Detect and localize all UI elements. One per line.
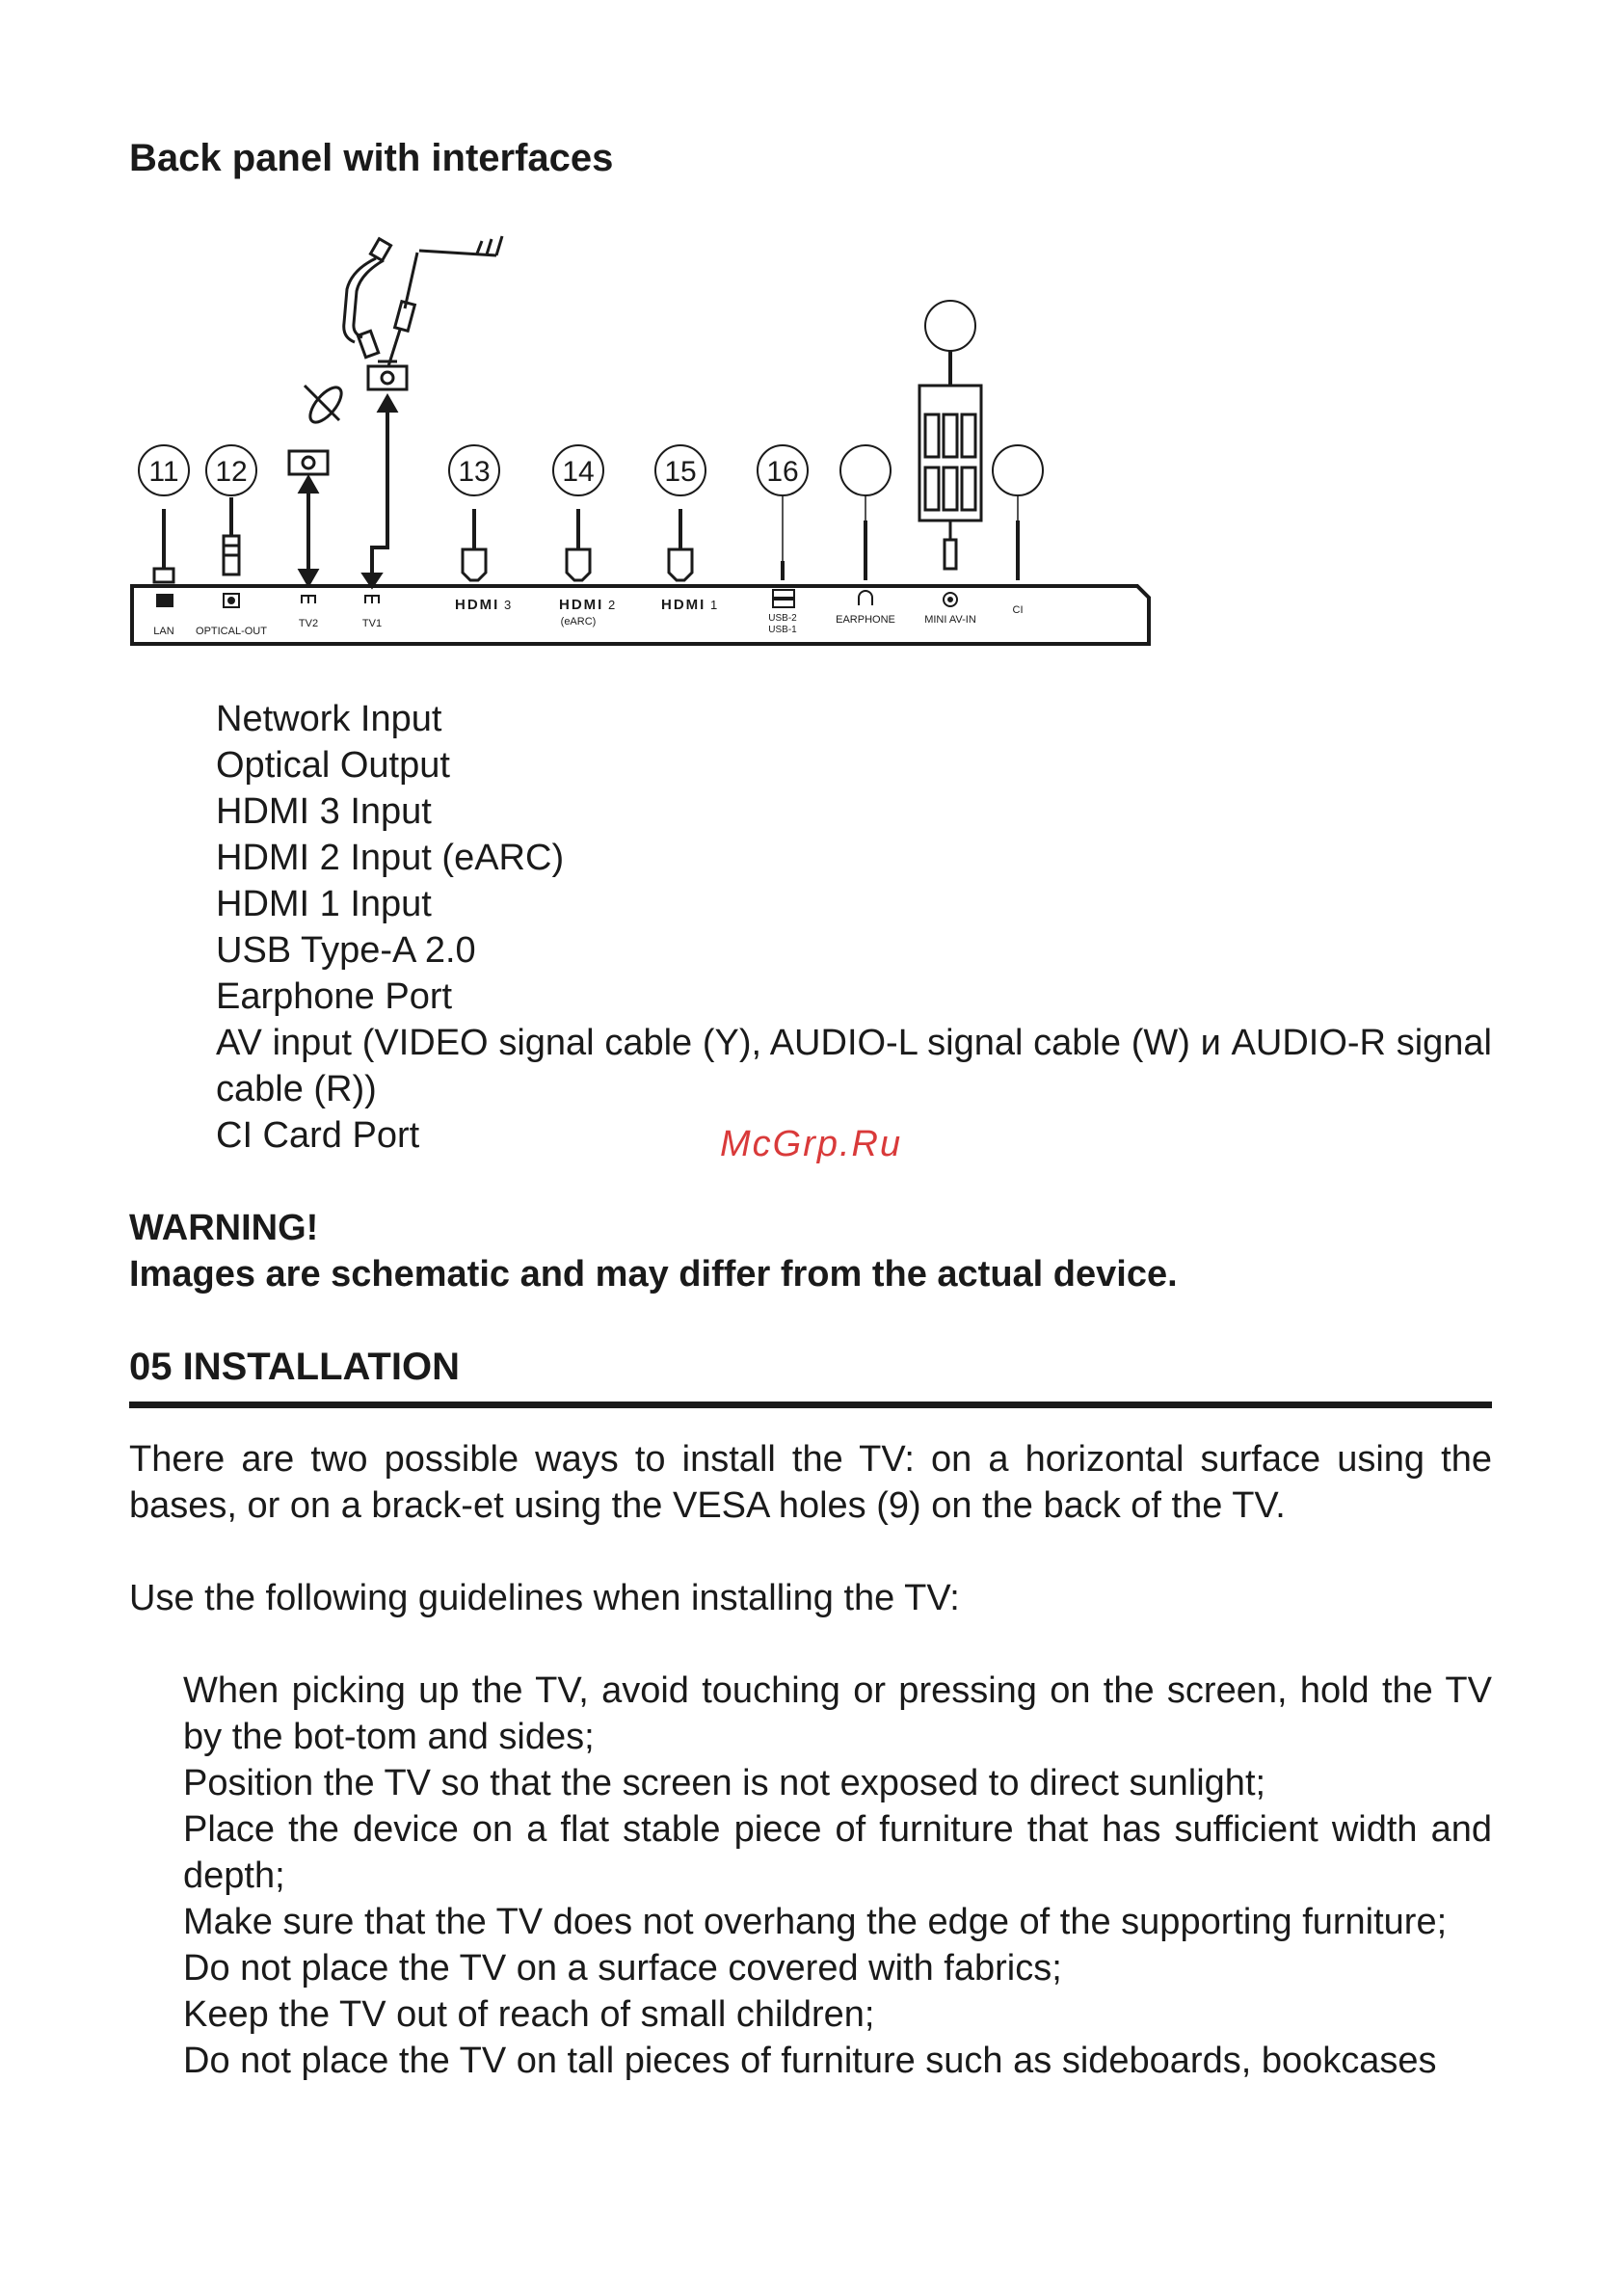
label-hdmi2-number: 2 [608, 598, 616, 612]
coax-cable-icon [344, 239, 391, 358]
callout-11 [139, 445, 189, 495]
tv2-socket-icon [289, 451, 328, 474]
label-optical-out: OPTICAL-OUT [196, 626, 267, 637]
label-hdmi3-logo: HDMI [455, 597, 500, 613]
watermark: McGrp.Ru [720, 1124, 903, 1164]
label-usb1: USB-1 [768, 625, 797, 635]
label-hdmi3-number: 3 [504, 598, 512, 612]
hdmi3-plug-icon [463, 549, 486, 580]
tv1-antenna-socket-icon [368, 361, 407, 389]
callout-14 [553, 445, 603, 495]
lan-port-icon [156, 594, 173, 607]
back-panel-diagram [116, 231, 1176, 655]
tv2-arrow [301, 478, 316, 584]
list-item: CI Card Port [216, 1115, 420, 1156]
list-item: AV input (VIDEO signal cable (Y), AUDIO-L signal cable (W) и AUDIO-R signal cable (R)) [216, 1023, 1492, 1109]
label-earphone: EARPHONE [836, 614, 895, 626]
list-item: USB Type-A 2.0 [216, 930, 476, 971]
label-hdmi1-logo: HDMI [661, 597, 706, 613]
callout-12 [206, 445, 256, 495]
satellite-dish-icon [305, 383, 347, 428]
installation-intro: There are two possible ways to install the TV: on a horizontal surface using the bases, or on a brack-et using the VESA holes (9) on the back of the TV. [129, 1439, 1492, 1526]
label-lan: LAN [153, 626, 174, 637]
svg-text:13: 13 [458, 456, 491, 488]
label-hdmi2-earc: (eARC) [560, 616, 597, 627]
svg-text:16: 16 [766, 456, 799, 488]
warning-heading: WARNING! [129, 1208, 319, 1248]
list-item: Place the device on a flat stable piece of furniture that has sufficient width and depth; [183, 1809, 1492, 1896]
list-item: Network Input [216, 699, 442, 739]
callout-av-empty [925, 301, 975, 351]
svg-text:11: 11 [148, 456, 179, 488]
optical-plug-icon [224, 536, 239, 574]
callout-13 [449, 445, 499, 495]
list-item: HDMI 2 Input (eARC) [216, 838, 565, 878]
guidelines-list [183, 1668, 1492, 2084]
list-item: Position the TV so that the screen is not exposed to direct sunlight; [183, 1763, 1266, 1803]
lan-plug-icon [154, 569, 173, 582]
list-item: When picking up the TV, avoid touching or pressing on the screen, hold the TV by the bot-tom and sides; [183, 1670, 1492, 1757]
section-divider [129, 1402, 1492, 1408]
list-item: Do not place the TV on a surface covered with fabrics; [183, 1948, 1062, 1989]
label-hdmi1-number: 1 [710, 598, 718, 612]
callout-15 [655, 445, 706, 495]
callout-16 [758, 445, 808, 495]
list-item: Make sure that the TV does not overhang the edge of the supporting furniture; [183, 1902, 1448, 1942]
port-description-list [216, 696, 1492, 1159]
label-ci: CI [1012, 604, 1024, 616]
list-item: Do not place the TV on tall pieces of furniture such as sideboards, bookcases [183, 2041, 1437, 2081]
list-item: HDMI 1 Input [216, 884, 432, 924]
label-tv2: TV2 [298, 618, 319, 629]
list-item: Keep the TV out of reach of small children; [183, 1994, 875, 2035]
callout-earphone-empty [840, 445, 891, 495]
list-item: HDMI 3 Input [216, 791, 432, 832]
page-title: Back panel with interfaces [129, 137, 614, 179]
guidelines-lead: Use the following guidelines when installing the TV: [129, 1578, 960, 1618]
hdmi2-plug-icon [567, 549, 590, 580]
panel-outline [132, 586, 1149, 644]
svg-text:15: 15 [664, 456, 697, 488]
tv1-arrow [364, 397, 395, 586]
av-cable-bundle-icon [919, 386, 981, 569]
label-tv1: TV1 [361, 618, 383, 629]
label-hdmi2-logo: HDMI [559, 597, 604, 613]
label-usb2: USB-2 [768, 613, 797, 624]
warning-text: Images are schematic and may differ from the actual device. [129, 1254, 1178, 1295]
hdmi1-plug-icon [669, 549, 692, 580]
antenna-icon [388, 236, 502, 366]
warning-block [129, 1205, 1178, 1297]
callout-ci-empty [993, 445, 1043, 495]
label-mini-av-in: MINI AV-IN [924, 614, 976, 626]
svg-text:12: 12 [215, 456, 248, 488]
svg-text:14: 14 [562, 456, 595, 488]
list-item: Optical Output [216, 745, 450, 786]
list-item: Earphone Port [216, 976, 453, 1017]
section-title: 05 INSTALLATION [129, 1346, 460, 1388]
